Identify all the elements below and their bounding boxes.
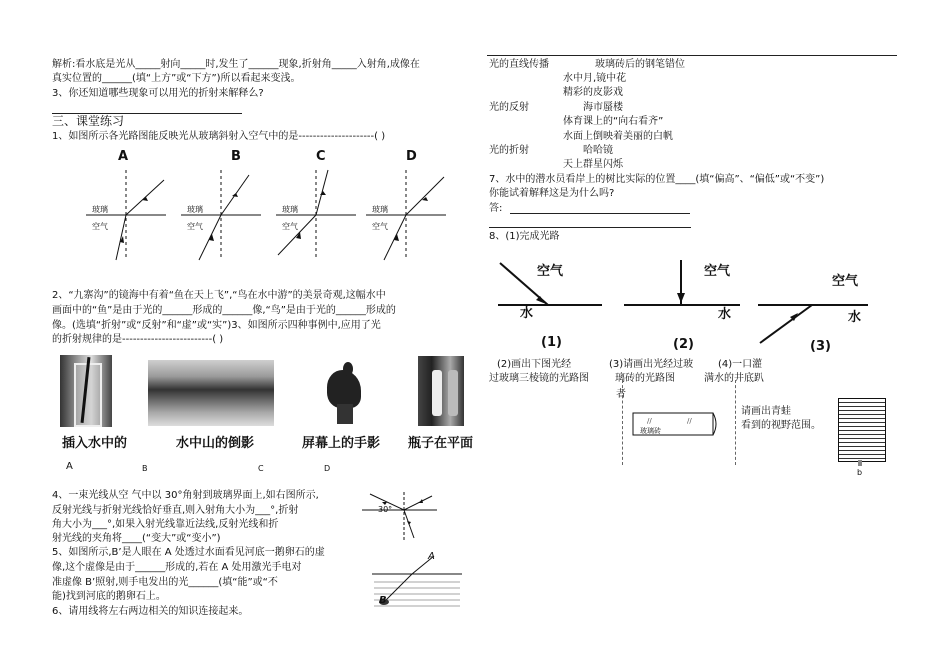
letter-d: D (324, 464, 331, 473)
match-left-1: 光的直线传播 (489, 59, 549, 70)
section-title: 三、课堂练习 (52, 114, 125, 128)
analysis-line-2: 真实位置的______(填“上方”或“下方”)所以看起来变浅。 (52, 73, 301, 84)
q5-label-b: B (379, 595, 387, 606)
letter-c: C (258, 464, 264, 473)
match-right-6: 水面上倒映着美丽的白帆 (563, 131, 673, 142)
sub3-line-1: (3)请画出光经过玻 (609, 359, 694, 370)
q4-diagram (362, 490, 442, 545)
answer-line-2 (489, 227, 691, 228)
match-right-4: 海市蜃楼 (583, 102, 623, 113)
q1-label-glass-a: 玻璃 (92, 205, 108, 214)
separator-1 (622, 380, 623, 465)
q5-label-a: A (428, 551, 435, 562)
question-1: 1、如图所示各光路图能反映光从玻璃斜射入空气中的是---------------------( ) (52, 131, 386, 142)
question-7-line-1: 7、水中的潜水员看岸上的树比实际的位置____(填“偏高”、“偏低”或“不变”) (489, 174, 825, 185)
question-2-line-4: 的折射规律的是-------------------------( ) (52, 334, 224, 345)
question-8: 8、(1)完成光路 (489, 231, 560, 242)
question-4-line-1: 4、一束光线从空 气中以 30°角射到玻璃界面上,如右图所示, (52, 490, 319, 501)
q1-label-glass-c: 玻璃 (282, 205, 298, 214)
question-2-line-2: 画面中的“鱼”是由于光的______形成的______像,“鸟”是由于光的______形成的 (52, 305, 396, 316)
sub4-line-1: (4)一口灌 (718, 359, 763, 370)
question-6: 6、请用线将左右两边相关的知识连接起来。 (52, 606, 249, 617)
question-2-line-3: 像。(选填“折射”或“反射”和“虚”或“实”)3、如图所示四种事例中,应用了光 (52, 320, 381, 331)
caption-a: 插入水中的 (62, 436, 128, 451)
fig3-water-label: 水 (848, 310, 862, 325)
top-rule (487, 55, 897, 56)
match-right-2: 水中月,镜中花 (563, 73, 627, 84)
caption-b: 水中山的倒影 (176, 436, 255, 451)
q1-option-a: A (118, 149, 129, 164)
match-right-3: 精彩的皮影戏 (563, 87, 623, 98)
match-right-8: 天上群星闪烁 (563, 159, 623, 170)
question-7-line-2: 你能试着解释这是为什么吗? (489, 188, 615, 199)
fig3-air-label: 空气 (832, 274, 859, 289)
match-left-7: 光的折射 (489, 145, 529, 156)
letter-b: B (142, 464, 148, 473)
question-4-line-3: 角大小为___°,如果入射光线靠近法线,反射光线和折 (52, 519, 279, 530)
q1-diagrams (86, 165, 456, 265)
sub3-line-2: 璃砖的光路图 (615, 373, 675, 384)
question-7-answer: 答: (489, 203, 503, 214)
q1-label-air-a: 空气 (92, 222, 108, 231)
sub4-line-4: 看到的视野范围。 (741, 420, 821, 431)
match-right-7: 哈哈镜 (583, 145, 613, 156)
sub2-line-1: (2)画出下图光经 (497, 359, 572, 370)
match-left-4: 光的反射 (489, 102, 529, 113)
photo-pencil-in-water (60, 355, 112, 427)
fig1-number: (1) (541, 335, 562, 350)
photo-bottle-mirror (418, 356, 464, 426)
glass-block-label: 玻璃砖 (640, 427, 661, 435)
q1-option-c: C (316, 149, 326, 164)
answer-line-1 (510, 213, 690, 214)
separator-2 (735, 380, 736, 465)
q1-label-air-d: 空气 (372, 222, 388, 231)
well-label-b: b (857, 468, 863, 477)
q1-option-b: B (231, 149, 241, 164)
q1-label-air-c: 空气 (282, 222, 298, 231)
sub4-line-3: 请画出青蛙 (741, 406, 791, 417)
svg-text://: // (647, 417, 652, 425)
fig3-number: (3) (810, 339, 831, 354)
sub2-line-2: 过玻璃三棱镜的光路图 (489, 373, 589, 384)
well-diagram (838, 398, 886, 462)
q1-label-glass-b: 玻璃 (187, 205, 203, 214)
question-4-line-4: 射光线的夹角将____(“变大”或“变小”) (52, 533, 221, 544)
caption-d: 瓶子在平面 (408, 436, 474, 451)
fig2-air-label: 空气 (704, 264, 731, 279)
fig2-number: (2) (673, 337, 694, 352)
match-right-5: 体育课上的“向右看齐” (563, 116, 664, 127)
analysis-line-1: 解析:看水底是光从_____射向_____时,发生了______现象,折射角_____入射角,成像在 (52, 59, 420, 70)
q1-option-d: D (406, 149, 417, 164)
question-5-line-1: 5、如图所示,B’是人眼在 A 处透过水面看见河底一鹅卵石的虚 (52, 547, 325, 558)
question-4-line-2: 反射光线与折射光线恰好垂直,则入射角大小为___°,折射 (52, 505, 299, 516)
question-5-line-3: 准虚像 B’照射,则手电发出的光______(填“能”或“不 (52, 577, 278, 588)
question-2-line-1: 2、“九寨沟”的镜海中有着“鱼在天上飞”,“鸟在水中游”的美景奇观,这幅水中 (52, 290, 386, 301)
svg-text://: // (687, 417, 692, 425)
photo-mountain-reflection (148, 360, 274, 426)
caption-c: 屏幕上的手影 (302, 436, 381, 451)
fig1-air-label: 空气 (537, 264, 564, 279)
question-5-line-2: 像,这个虚像是由于______形成的,若在 A 处用激光手电对 (52, 562, 302, 573)
question-3-prompt: 3、你还知道哪些现象可以用光的折射来解释么? (52, 88, 264, 99)
glass-block-diagram (627, 405, 722, 443)
letter-a: A (66, 461, 73, 472)
match-right-1: 玻璃砖后的钢笔错位 (595, 59, 685, 70)
fig1-water-label: 水 (520, 306, 534, 321)
question-5-line-4: 能)找到河底的鹅卵石上。 (52, 591, 166, 602)
fig2-water-label: 水 (718, 307, 732, 322)
q4-angle-label: 30° (378, 505, 393, 514)
sub3-line-3: 者 (616, 389, 626, 400)
q1-label-glass-d: 玻璃 (372, 205, 388, 214)
sub4-line-2: 满水的井底趴 (704, 373, 764, 384)
q1-label-air-b: 空气 (187, 222, 203, 231)
photo-hand-shadow (315, 360, 375, 426)
